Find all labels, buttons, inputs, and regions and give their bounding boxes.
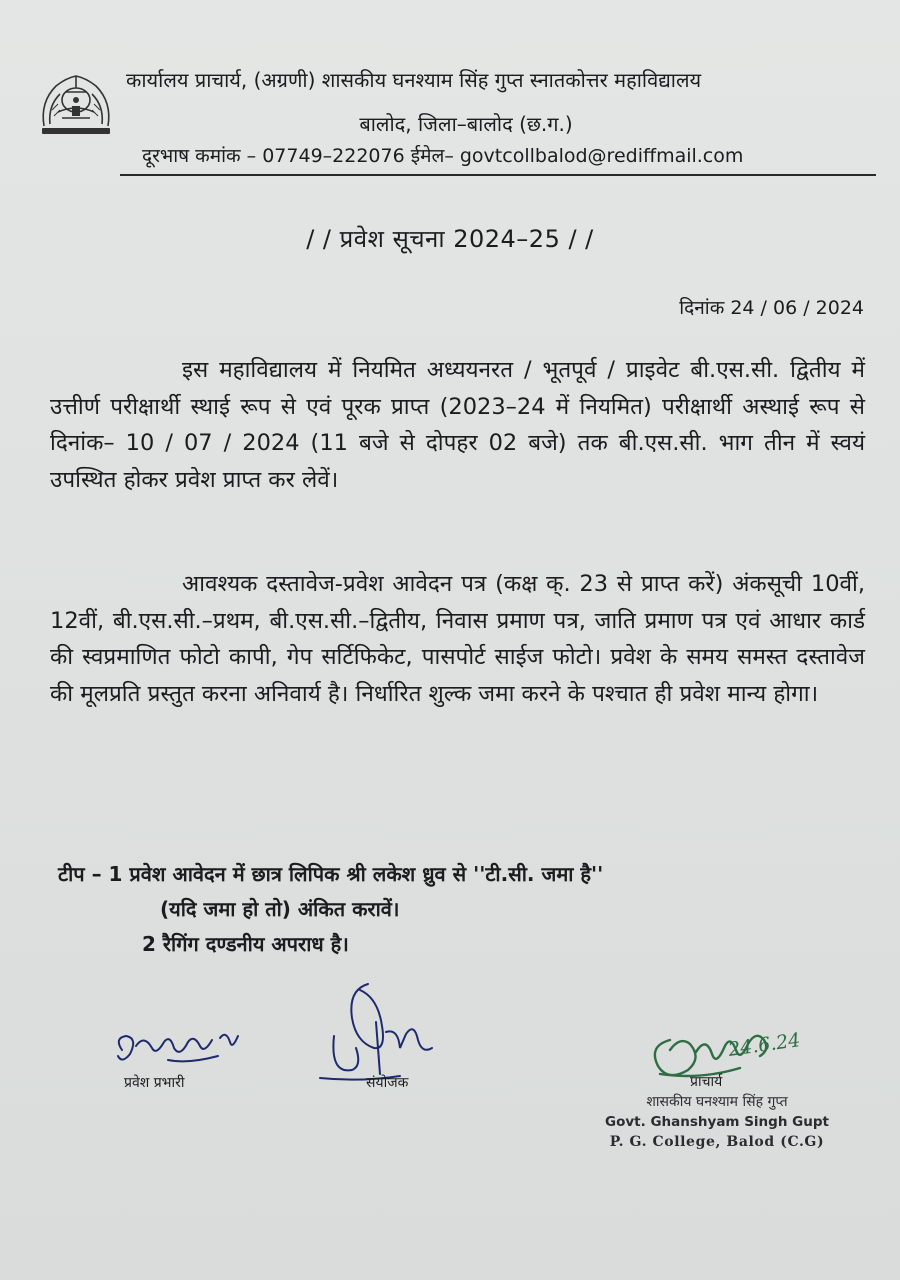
incharge-signature xyxy=(108,1020,258,1075)
email-label: ईमेल– xyxy=(410,145,454,167)
stamp-line-hindi: शासकीय घनश्याम सिंह गुप्त xyxy=(646,1094,788,1110)
incharge-label: प्रवेश प्रभारी xyxy=(124,1075,185,1091)
college-emblem-icon xyxy=(36,66,116,142)
phone-label: दूरभाष कमांक – xyxy=(142,145,257,167)
notice-title: / / प्रवेश सूचना 2024–25 / / xyxy=(306,225,594,253)
stamp-line-college: P. G. College, Balod (C.G) xyxy=(609,1134,825,1150)
documents-paragraph: आवश्यक दस्तावेज-प्रवेश आवेदन पत्र (कक्ष क्. 23 से प्राप्त करें) अंकसूची 10वीं, 12वीं, बी.एस.सी.–प्रथम, बी.एस.सी.–द्वितीय, निवास प्रमाण पत्र, जाति प्रमाण पत्र एवं आधार कार्ड की स्वप्रमाणित फोटो कापी, गेप सर्टिफिकेट, पासपोर्ट साईज फोटो। प्रवेश के समय समस्त दस्तावेज की मूलप्रति प्रस्तुत करना अनिवार्य है। निर्धारित शुल्क जमा करने के पश्चात ही प्रवेश मान्य होगा। xyxy=(50,571,865,707)
phone-number: 07749–222076 xyxy=(262,145,405,167)
stamp-line-english: Govt. Ghanshyam Singh Gupt xyxy=(605,1114,829,1130)
header-divider xyxy=(120,174,876,176)
convener-signature xyxy=(290,978,450,1088)
office-location: बालोद, जिला–बालोद (छ.ग.) xyxy=(359,112,573,136)
note-line-1: टीप – 1 प्रवेश आवेदन में छात्र लिपिक श्री लकेश ध्रुव से ''टी.सी. जमा है'' xyxy=(58,862,604,886)
office-heading: कार्यालय प्राचार्य, (अग्रणी) शासकीय घनश्याम सिंह गुप्त स्नातकोत्तर महाविद्यालय xyxy=(126,68,702,92)
college-stamp xyxy=(592,1092,842,1152)
admission-paragraph: इस महाविद्यालय में नियमित अध्ययनरत / भूतपूर्व / प्राइवेट बी.एस.सी. द्वितीय में उत्तीर्ण परीक्षार्थी स्थाई रूप से एवं पूरक प्राप्त (2023–24 में नियमित) परीक्षार्थी अस्थाई रूप से दिनांक– 10 / 07 / 2024 (11 बजे से दोपहर 02 बजे) तक बी.एस.सी. भाग तीन में स्वयं उपस्थित होकर प्रवेश प्राप्त कर लेवें। xyxy=(50,357,865,493)
email-address: govtcollbalod@rediffmail.com xyxy=(459,145,744,167)
notice-date: दिनांक 24 / 06 / 2024 xyxy=(679,297,864,319)
principal-label: प्राचार्य xyxy=(690,1074,723,1090)
contact-line xyxy=(142,142,743,168)
note-line-2: (यदि जमा हो तो) अंकित करावें। xyxy=(160,897,400,921)
note-line-3: 2 रैगिंग दण्डनीय अपराध है। xyxy=(142,932,349,956)
convener-label: संयोजक xyxy=(366,1075,409,1091)
principal-handwritten-date: 24.6.24 xyxy=(726,1029,802,1061)
